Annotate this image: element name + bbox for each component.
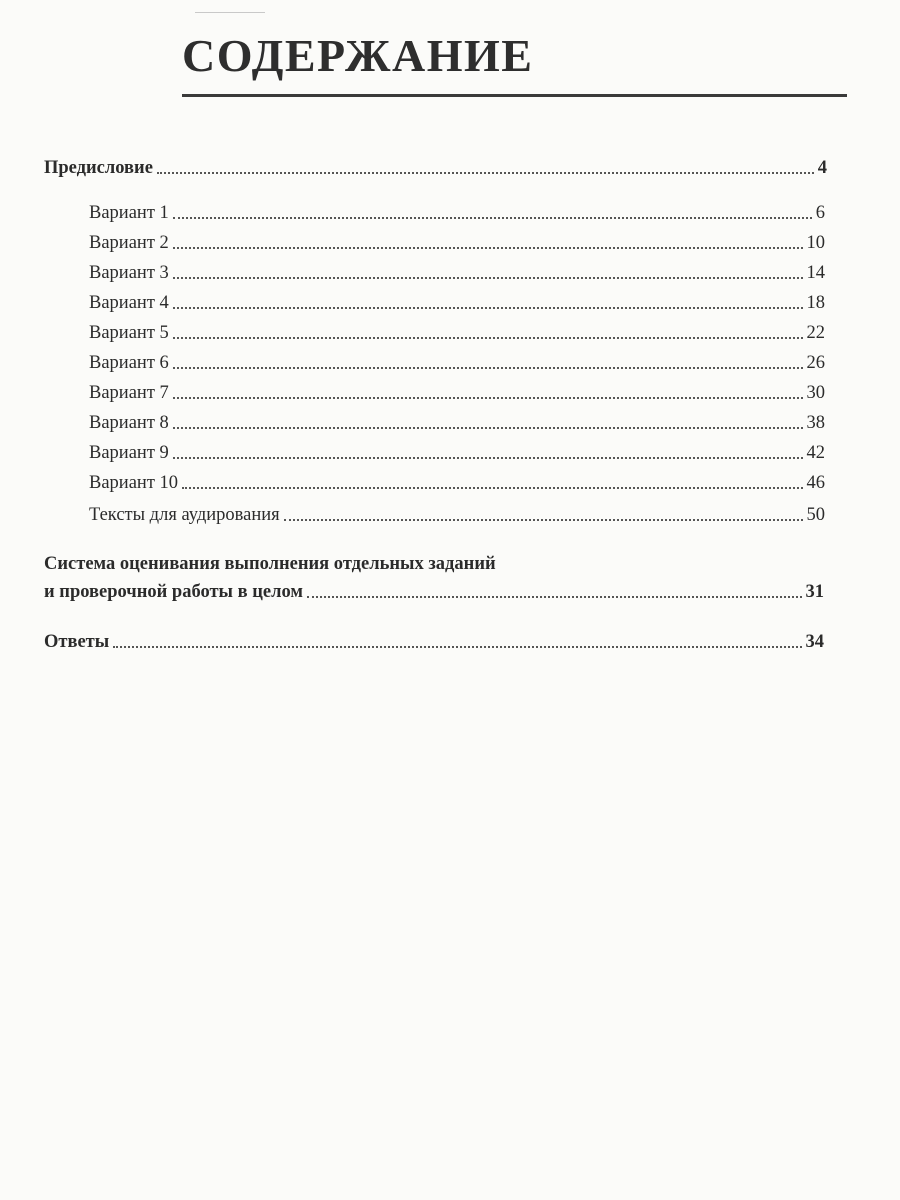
dot-leader	[113, 645, 801, 648]
dot-leader	[173, 276, 803, 279]
dot-leader	[173, 366, 803, 369]
toc-entry-page: 30	[806, 383, 825, 403]
toc-entry-label: Ответы	[44, 632, 110, 652]
toc-entry-page: 46	[806, 473, 825, 493]
dot-leader	[173, 246, 803, 249]
toc-entry-variant[interactable]	[89, 442, 825, 464]
dot-leader	[284, 518, 803, 521]
top-divider	[195, 12, 265, 13]
dot-leader	[173, 216, 812, 219]
toc-entry-label: Предисловие	[44, 158, 153, 178]
toc-entry-page: 26	[806, 353, 825, 373]
toc-entry-label: Вариант 1	[89, 203, 169, 223]
toc-entry-grading-line1[interactable]: Система оценивания выполнения отдельных заданий	[44, 554, 496, 574]
title-rule	[182, 94, 847, 97]
toc-entry-label: Вариант 7	[89, 383, 169, 403]
toc-entry-page: 31	[805, 582, 824, 602]
toc-entry-preface[interactable]	[44, 157, 827, 179]
toc-entry-variant[interactable]	[89, 382, 825, 404]
toc-entry-label: Вариант 6	[89, 353, 169, 373]
toc-entry-page: 50	[806, 505, 825, 525]
page-title: СОДЕРЖАНИЕ	[182, 30, 534, 81]
toc-entry-page: 6	[815, 203, 825, 223]
dot-leader	[173, 456, 803, 459]
toc-entry-label: Тексты для аудирования	[89, 505, 280, 525]
toc-entry-page: 14	[806, 263, 825, 283]
toc-entry-label: Вариант 2	[89, 233, 169, 253]
toc-entry-variant[interactable]	[89, 202, 825, 224]
toc-entry-answers[interactable]	[44, 631, 824, 653]
toc-entry-page: 10	[806, 233, 825, 253]
dot-leader	[157, 171, 814, 174]
toc-entry-page: 34	[805, 632, 824, 652]
toc-entry-variant[interactable]	[89, 262, 825, 284]
dot-leader	[307, 595, 802, 598]
toc-entry-page: 38	[806, 413, 825, 433]
dot-leader	[173, 306, 803, 309]
dot-leader	[173, 396, 803, 399]
toc-entry-label: Вариант 9	[89, 443, 169, 463]
toc-entry-grading[interactable]	[44, 581, 824, 603]
dot-leader	[182, 486, 802, 489]
dot-leader	[173, 426, 803, 429]
toc-entry-variant[interactable]	[89, 412, 825, 434]
toc-entry-variant[interactable]	[89, 292, 825, 314]
toc-entry-audio-texts[interactable]	[89, 504, 825, 526]
toc-entry-label: Вариант 8	[89, 413, 169, 433]
toc-entry-label: и проверочной работы в целом	[44, 582, 303, 602]
toc-entry-variant[interactable]	[89, 322, 825, 344]
toc-entry-variant[interactable]	[89, 472, 825, 494]
dot-leader	[173, 336, 803, 339]
toc-entry-variant[interactable]	[89, 352, 825, 374]
toc-entry-page: 4	[817, 158, 827, 178]
toc-entry-variant[interactable]	[89, 232, 825, 254]
toc-entry-label: Вариант 3	[89, 263, 169, 283]
toc-entry-label: Вариант 10	[89, 473, 179, 493]
toc-entry-page: 22	[806, 323, 825, 343]
toc-entry-page: 42	[806, 443, 825, 463]
toc-entry-label: Вариант 5	[89, 323, 169, 343]
toc-entry-page: 18	[806, 293, 825, 313]
toc-entry-label: Вариант 4	[89, 293, 169, 313]
